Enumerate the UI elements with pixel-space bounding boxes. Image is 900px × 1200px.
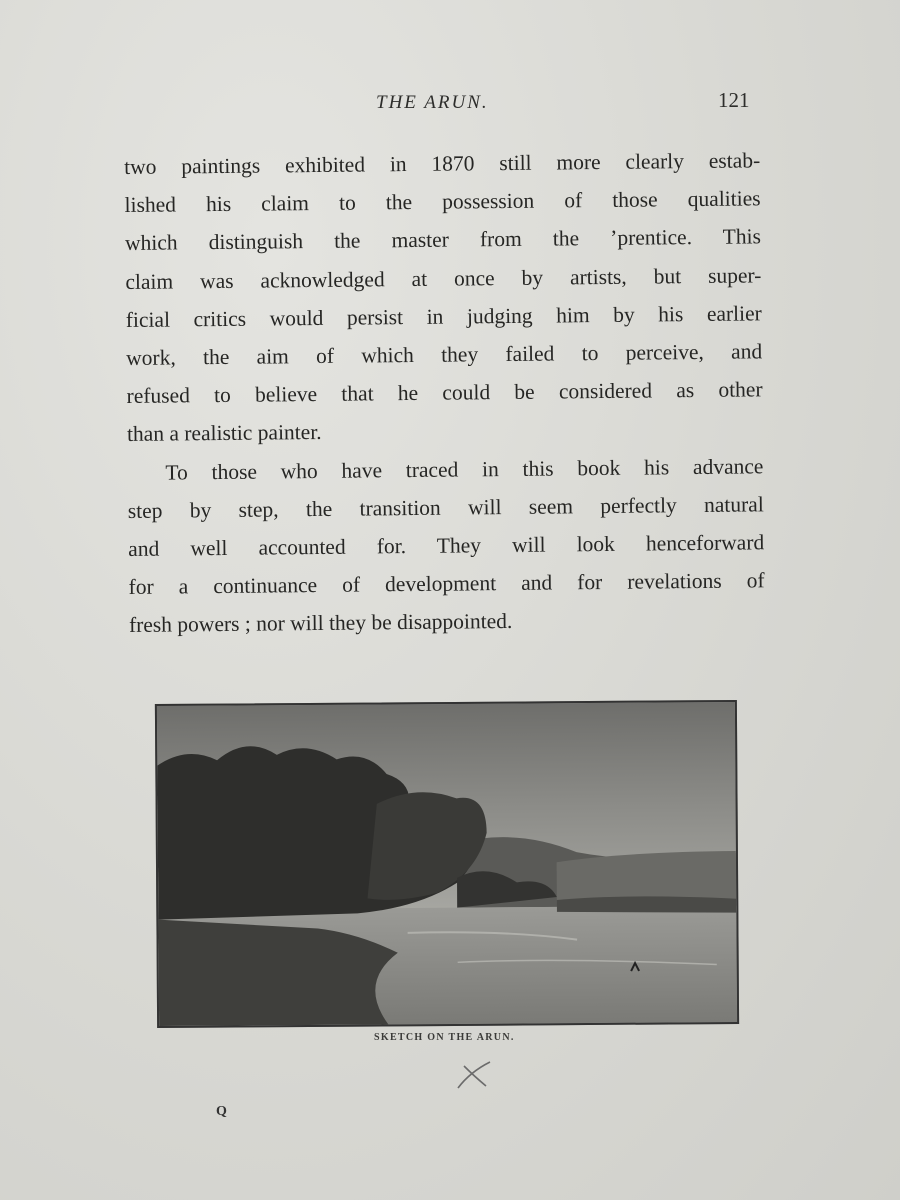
text-line: than a realistic painter.	[126, 420, 322, 447]
river-landscape-image	[157, 702, 737, 1026]
text-line: and well accounted for. They will look henceforward	[128, 530, 765, 562]
text-line: fresh powers ; nor will they be disappointed.	[128, 609, 513, 638]
text-line: ficial critics would persist in judging him by his earlier	[125, 301, 762, 332]
signature-letter: Q	[216, 1104, 227, 1119]
body-text	[124, 141, 765, 644]
page-number: 121	[718, 88, 750, 112]
text-line: work, the aim of which they failed to perceive, and	[126, 339, 763, 371]
text-line: claim was acknowledged at once by artists, but super-	[125, 262, 762, 294]
text-line: for a continuance of development and for revelations of	[128, 568, 765, 600]
paragraph	[124, 141, 763, 453]
landscape-engraving	[155, 700, 739, 1028]
text-line: refused to believe that he could be considered as other	[126, 377, 763, 409]
paragraph	[127, 447, 765, 645]
figure-caption: SKETCH ON THE ARUN.	[374, 1032, 515, 1043]
text-line: step by step, the transition will seem perfectly natural	[127, 492, 764, 523]
text-line: lished his claim to the possession of those qualities	[124, 186, 761, 218]
text-line: which distinguish the master from the ’prentice. This	[124, 224, 762, 256]
text-line: two paintings exhibited in 1870 still more clearly estab-	[124, 148, 761, 179]
running-title: THE ARUN.	[376, 92, 489, 113]
pencil-cross-mark	[452, 1058, 496, 1092]
text-line: To those who have traced in this book his advance	[165, 453, 764, 485]
